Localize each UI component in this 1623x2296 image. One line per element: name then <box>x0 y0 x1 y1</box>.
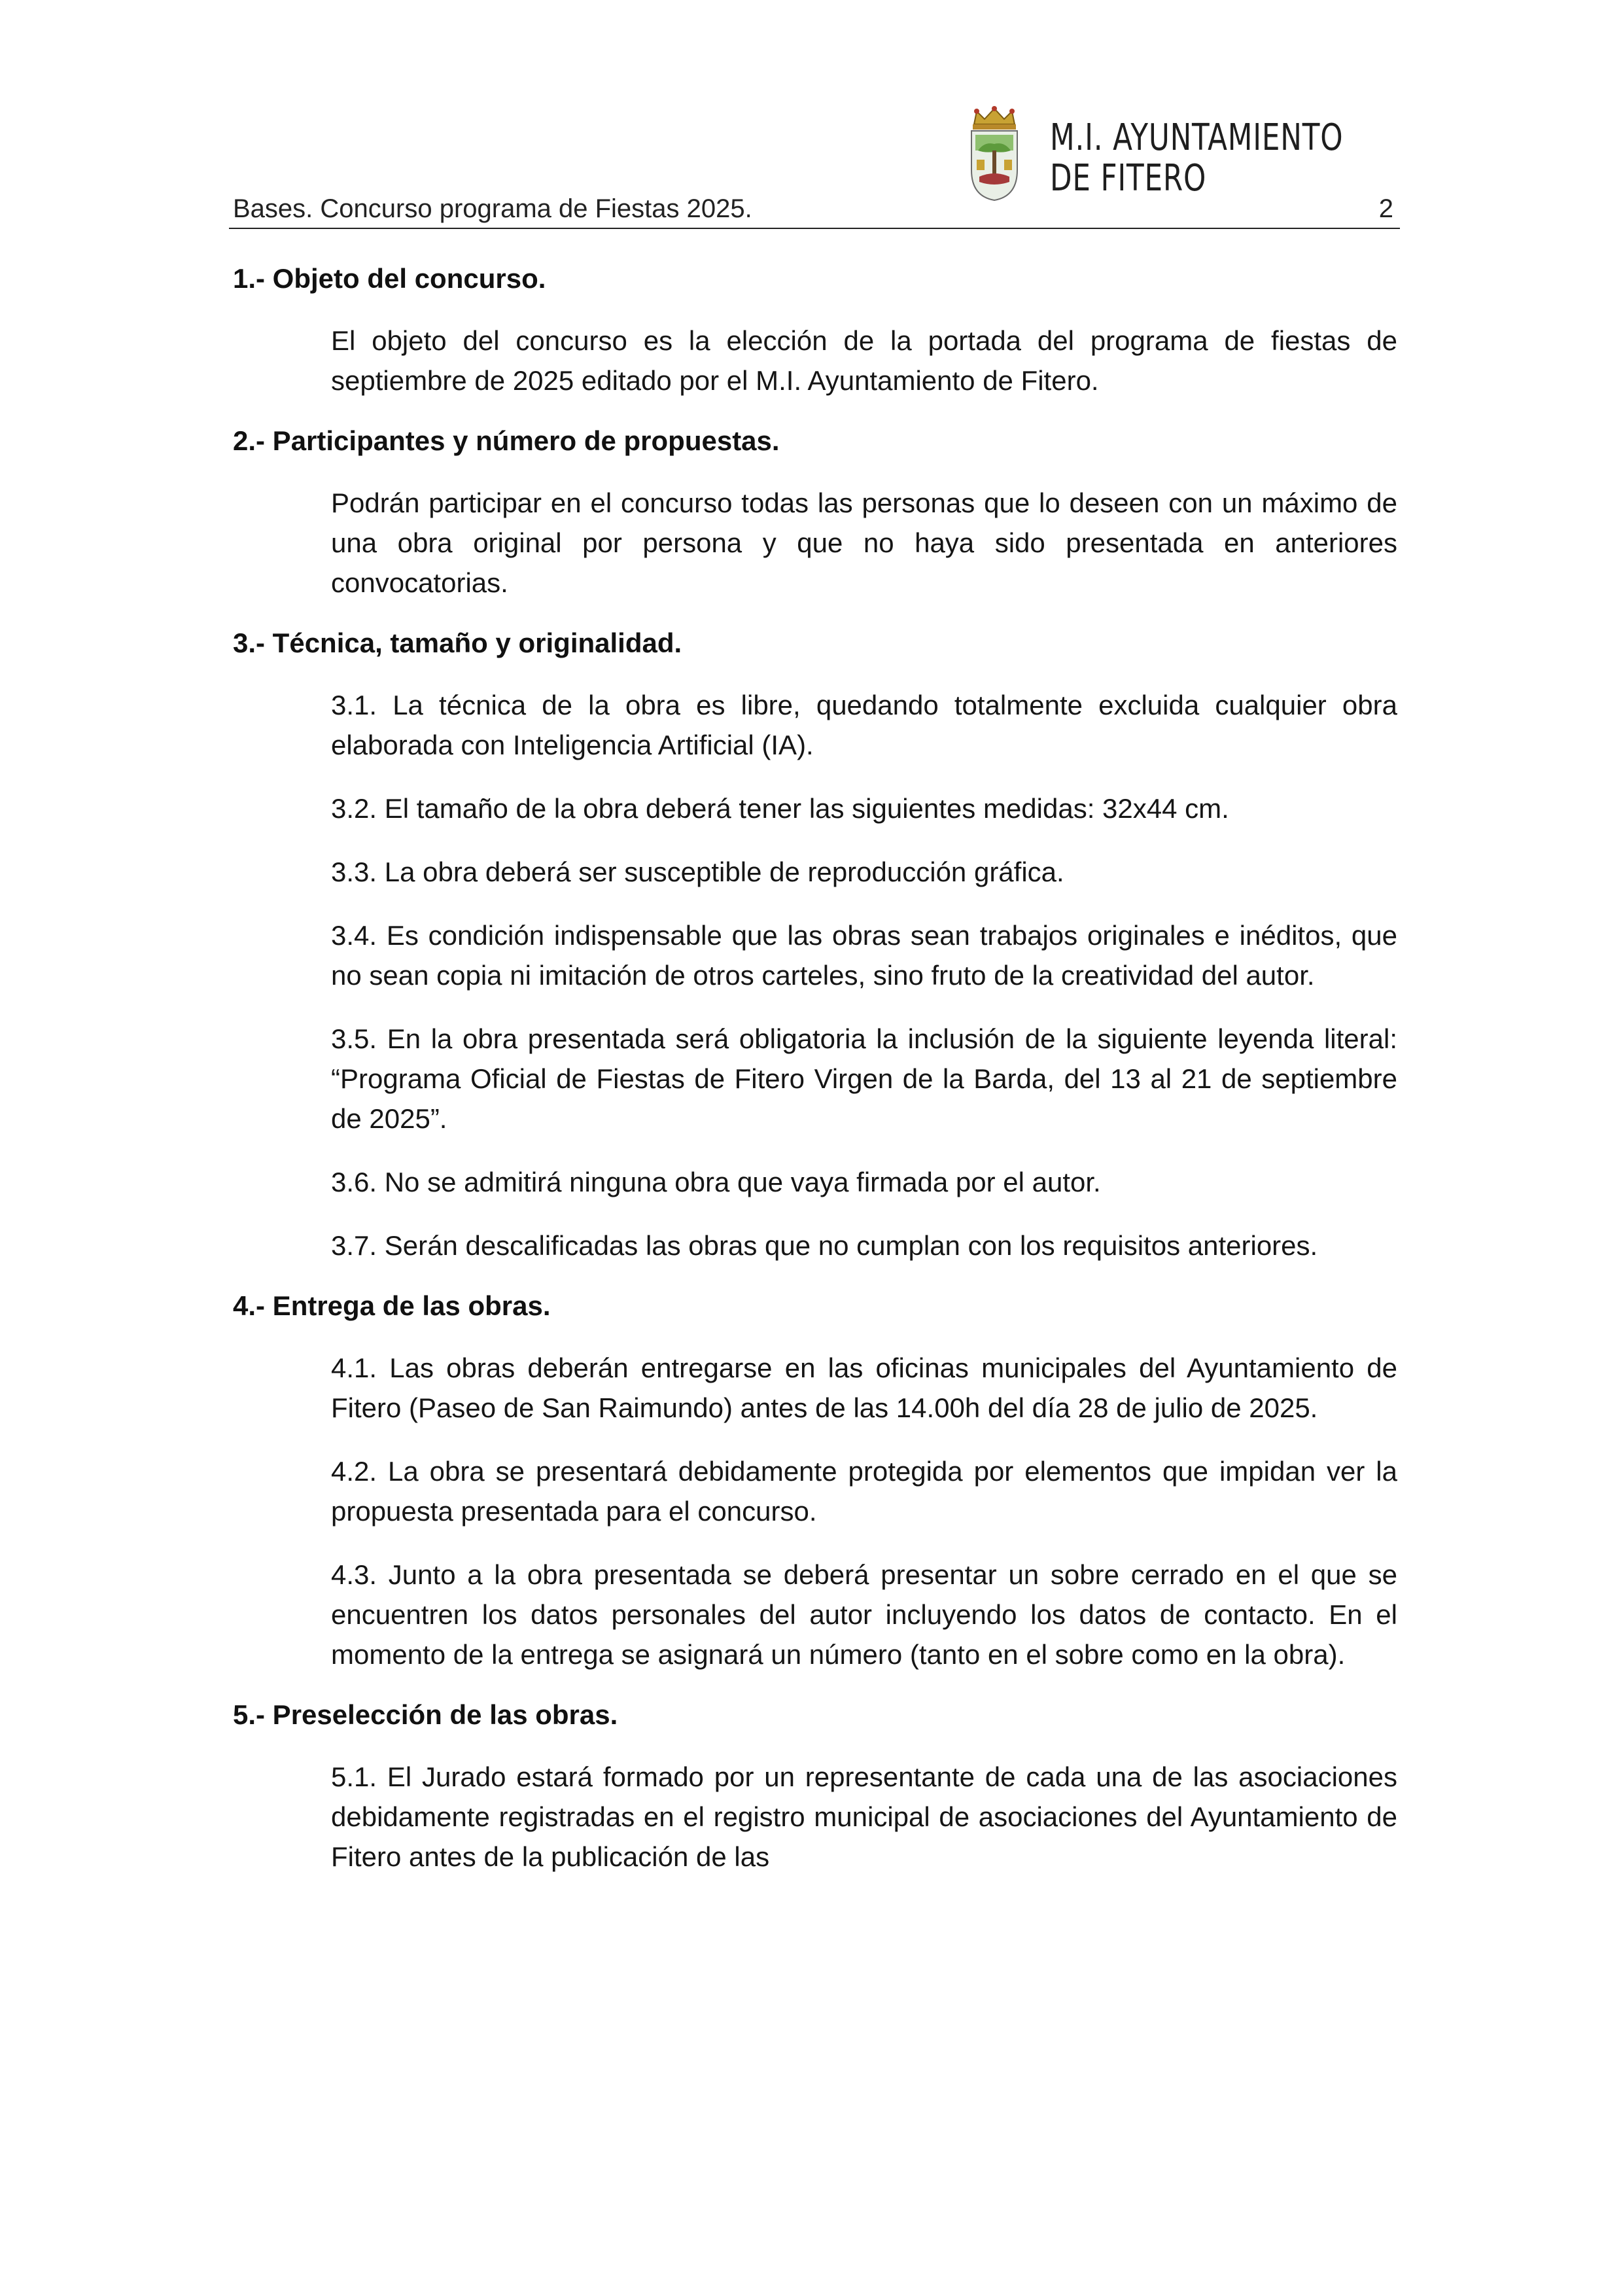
section-heading: 5.- Preselección de las obras. <box>233 1699 618 1730</box>
paragraph: El objeto del concurso es la elección de la portada del programa de fiestas de septiembre de 2025 editado por el M.I. Ayuntamiento de Fitero. <box>331 325 1397 396</box>
paragraph: 3.6. No se admitirá ninguna obra que vaya firmada por el autor. <box>331 1167 1101 1197</box>
page-number: 2 <box>1378 194 1393 223</box>
paragraph: 3.3. La obra deberá ser susceptible de reproducción gráfica. <box>331 857 1064 887</box>
document-body <box>233 262 1397 1900</box>
municipal-logo <box>965 105 1384 203</box>
section-1 <box>233 262 1397 400</box>
section-2 <box>233 424 1397 603</box>
header-divider <box>229 228 1400 229</box>
section-heading: 4.- Entrega de las obras. <box>233 1290 551 1321</box>
section-heading: 1.- Objeto del concurso. <box>233 263 546 294</box>
section-4 <box>233 1289 1397 1674</box>
paragraph: 4.1. Las obras deberán entregarse en las oficinas municipales del Ayuntamiento de Fitero (Paseo de San Raimundo) antes de las 14.00h del día 28 de julio de 2025. <box>331 1352 1397 1423</box>
paragraph: 4.2. La obra se presentará debidamente protegida por elementos que impidan ver la propuesta presentada para el concurso. <box>331 1456 1397 1527</box>
logo-line-1: M.I. AYUNTAMIENTO <box>1050 116 1344 159</box>
paragraph: 5.1. El Jurado estará formado por un representante de cada una de las asociaciones debidamente registradas en el registro municipal de asociaciones del Ayuntamiento de Fitero antes de la publicación de las <box>331 1761 1397 1872</box>
paragraph: 3.4. Es condición indispensable que las obras sean trabajos originales e inéditos, que no sean copia ni imitación de otros carteles, sino fruto de la creatividad del autor. <box>331 920 1397 991</box>
paragraph: 3.5. En la obra presentada será obligatoria la inclusión de la siguiente leyenda literal: “Programa Oficial de Fiestas de Fitero Virgen de la Barda, del 13 al 21 de septiembre de 2025”. <box>331 1023 1397 1134</box>
section-heading: 2.- Participantes y número de propuestas. <box>233 425 780 456</box>
document-title: Bases. Concurso programa de Fiestas 2025. <box>233 194 752 223</box>
page-header <box>229 98 1400 229</box>
section-heading: 3.- Técnica, tamaño y originalidad. <box>233 627 682 658</box>
paragraph: 3.7. Serán descalificadas las obras que no cumplan con los requisitos anteriores. <box>331 1230 1318 1261</box>
paragraph: 4.3. Junto a la obra presentada se deberá presentar un sobre cerrado en el que se encuentren los datos personales del autor incluyendo los datos de contacto. En el momento de la entrega se asignará un número (tanto en el sobre como en la obra). <box>331 1559 1397 1670</box>
section-5 <box>233 1698 1397 1877</box>
coat-of-arms-icon <box>965 105 1024 203</box>
logo-wordmark <box>1050 118 1343 199</box>
paragraph: 3.1. La técnica de la obra es libre, quedando totalmente excluida cualquier obra elaborada con Inteligencia Artificial (IA). <box>331 690 1397 760</box>
section-3 <box>233 626 1397 1265</box>
paragraph: Podrán participar en el concurso todas las personas que lo deseen con un máximo de una obra original por persona y que no haya sido presentada en anteriores convocatorias. <box>331 487 1397 598</box>
logo-line-2: DE FITERO <box>1050 157 1207 200</box>
paragraph: 3.2. El tamaño de la obra deberá tener las siguientes medidas: 32x44 cm. <box>331 793 1229 824</box>
